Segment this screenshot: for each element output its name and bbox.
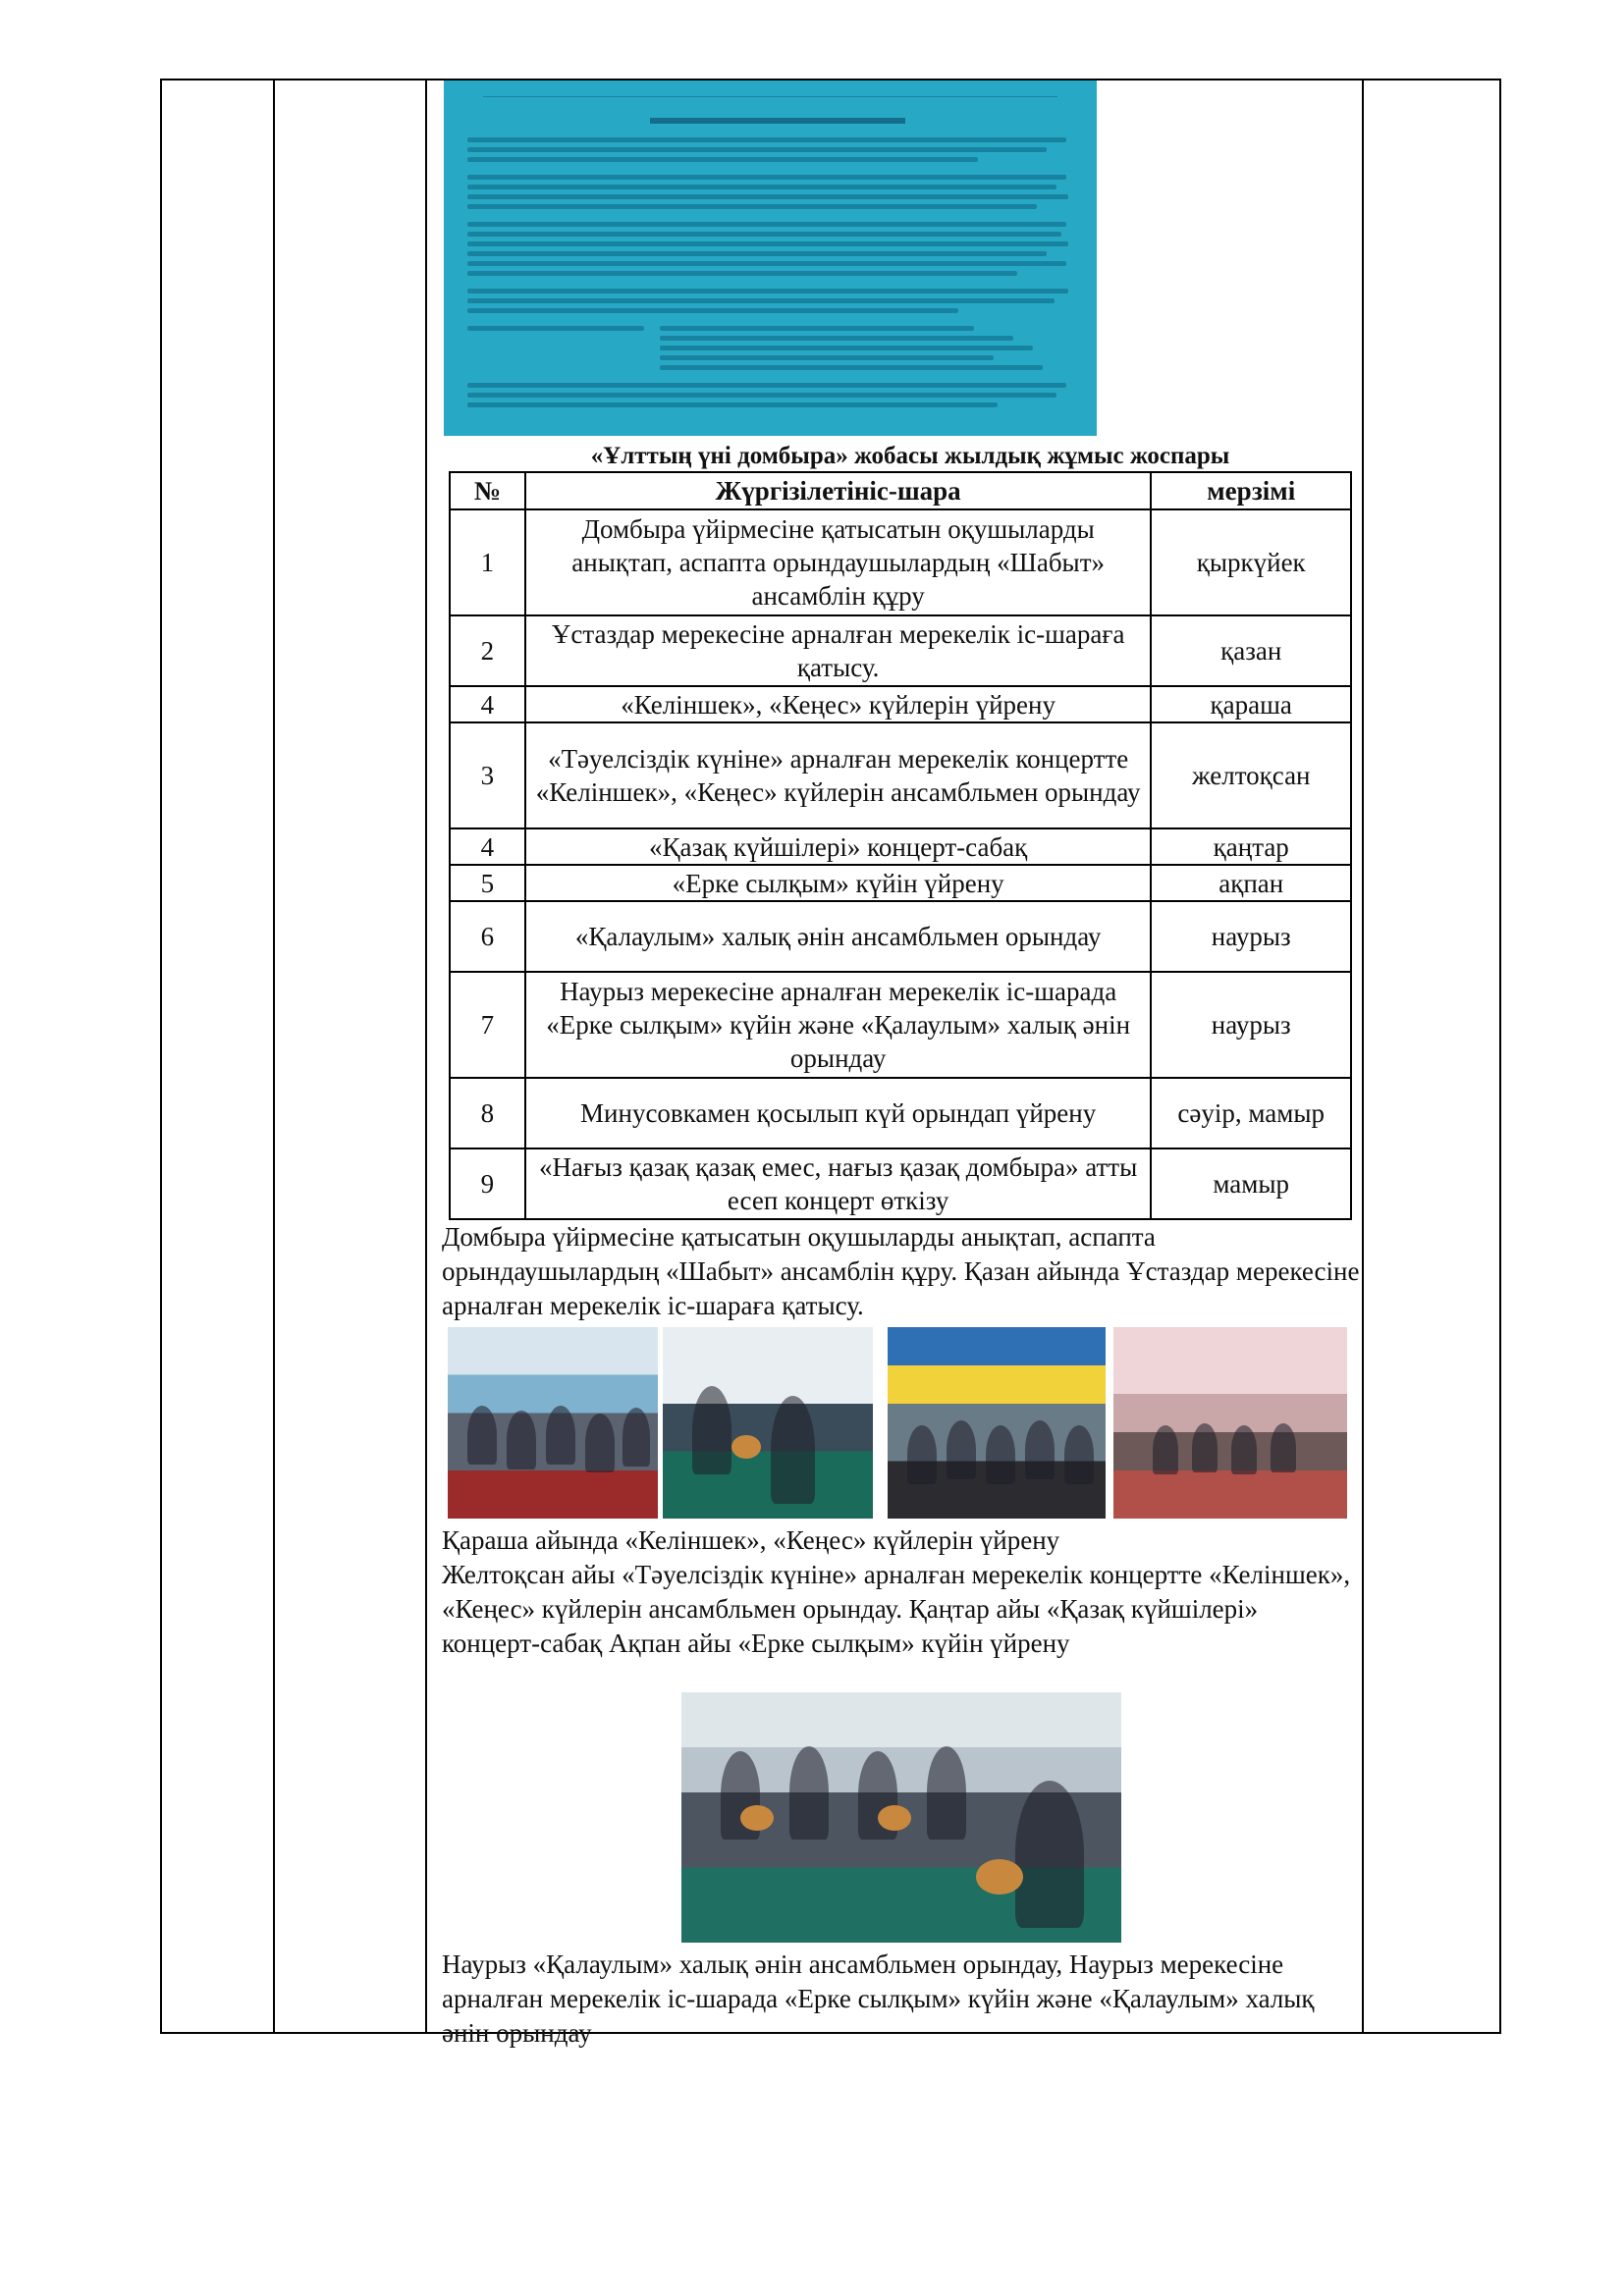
- table-row: [450, 828, 1351, 865]
- paragraph-september-october: Домбыра үйірмесіне қатысатын оқушыларды анықтап, аспапта орындаушылардың «Шабыт» ансамблін құру. Қазан айында Ұстаздар мерекесіне арналған мерекелік іс-шараға қатысу.: [442, 1222, 1360, 1320]
- row-time: қараша: [1151, 686, 1351, 722]
- row-time: сәуір, мамыр: [1151, 1078, 1351, 1148]
- table-row: [450, 615, 1351, 686]
- table-row: [450, 1078, 1351, 1148]
- header-time: мерзімі: [1151, 472, 1351, 509]
- row-time: наурыз: [1151, 972, 1351, 1078]
- plan-table: [449, 471, 1352, 1220]
- photo-ensemble-3: [888, 1327, 1106, 1519]
- table-row: [450, 972, 1351, 1078]
- row-number: 8: [450, 1078, 525, 1148]
- row-time: қыркүйек: [1151, 509, 1351, 615]
- row-number: 6: [450, 901, 525, 972]
- paragraph-december-february: Желтоқсан айы «Тәуелсіздік күніне» арналған мерекелік концертте «Келіншек», «Кеңес» күйлерін ансамбльмен орындау. Қаңтар айы «Қазақ күйшілері» концерт-сабақ Ақпан айы «Ерке сылқым» күйін үйрену: [442, 1560, 1351, 1658]
- photo-ensemble-2: [663, 1327, 873, 1519]
- table-row: [450, 865, 1351, 901]
- photo-ensemble-4: [1113, 1327, 1347, 1519]
- header-number: №: [450, 472, 525, 509]
- row-event: «Келіншек», «Кеңес» күйлерін үйрену: [525, 686, 1152, 722]
- row-event: «Тәуелсіздік күніне» арналған мерекелік концертте «Келіншек», «Кеңес» күйлерін ансамбльмен орындау: [525, 722, 1152, 828]
- table-row: [450, 1148, 1351, 1219]
- row-event: Ұстаздар мерекесіне арналған мерекелік іс-шараға қатысу.: [525, 615, 1152, 686]
- photo-ensemble-rehearsal: [681, 1692, 1121, 1943]
- paragraph-march: Наурыз «Қалаулым» халық әнін ансамбльмен орындау, Наурыз мерекесіне арналған мерекелік іс-шарада «Ерке сылқым» күйін және «Қалаулым» халық әнін орындау: [442, 1949, 1315, 2048]
- table-row: [450, 509, 1351, 615]
- row-event: Минусовкамен қосылып күй орындап үйрену: [525, 1078, 1152, 1148]
- row-event: «Нағыз қазақ қазақ емес, нағыз қазақ домбыра» атты есеп концерт өткізу: [525, 1148, 1152, 1219]
- table-header-row: [450, 472, 1351, 509]
- row-number: 2: [450, 615, 525, 686]
- row-event: «Ерке сылқым» күйін үйрену: [525, 865, 1152, 901]
- column-divider: [425, 80, 427, 2032]
- row-number: 3: [450, 722, 525, 828]
- scan-title-line: [650, 118, 905, 124]
- row-event: Домбыра үйірмесіне қатысатын оқушыларды анықтап, аспапта орындаушылардың «Шабыт» ансамблін құру: [525, 509, 1152, 615]
- row-event: «Қалаулым» халық әнін ансамбльмен орындау: [525, 901, 1152, 972]
- row-number: 4: [450, 828, 525, 865]
- row-time: мамыр: [1151, 1148, 1351, 1219]
- table-row: [450, 722, 1351, 828]
- scanned-document-image: [444, 80, 1097, 436]
- table-row: [450, 901, 1351, 972]
- row-time: желтоқсан: [1151, 722, 1351, 828]
- scan-header: [483, 84, 1057, 97]
- row-time: қазан: [1151, 615, 1351, 686]
- row-time: қаңтар: [1151, 828, 1351, 865]
- header-event: Жүргізілетініс-шара: [525, 472, 1152, 509]
- row-time: ақпан: [1151, 865, 1351, 901]
- column-divider: [1362, 80, 1364, 2032]
- row-number: 4: [450, 686, 525, 722]
- row-number: 1: [450, 509, 525, 615]
- row-event: Наурыз мерекесіне арналған мерекелік іс-шарада «Ерке сылқым» күйін және «Қалаулым» халық әнін орындау: [525, 972, 1152, 1078]
- plan-title: «Ұлттың үні домбыра» жобасы жылдық жұмыс жоспары: [590, 443, 1230, 469]
- column-divider: [273, 80, 275, 2032]
- row-number: 9: [450, 1148, 525, 1219]
- row-number: 5: [450, 865, 525, 901]
- row-number: 7: [450, 972, 525, 1078]
- paragraph-november: Қараша айында «Келіншек», «Кеңес» күйлерін үйрену: [442, 1525, 1060, 1555]
- row-event: «Қазақ күйшілері» концерт-сабақ: [525, 828, 1152, 865]
- photo-ensemble-1: [448, 1327, 658, 1519]
- table-row: [450, 686, 1351, 722]
- row-time: наурыз: [1151, 901, 1351, 972]
